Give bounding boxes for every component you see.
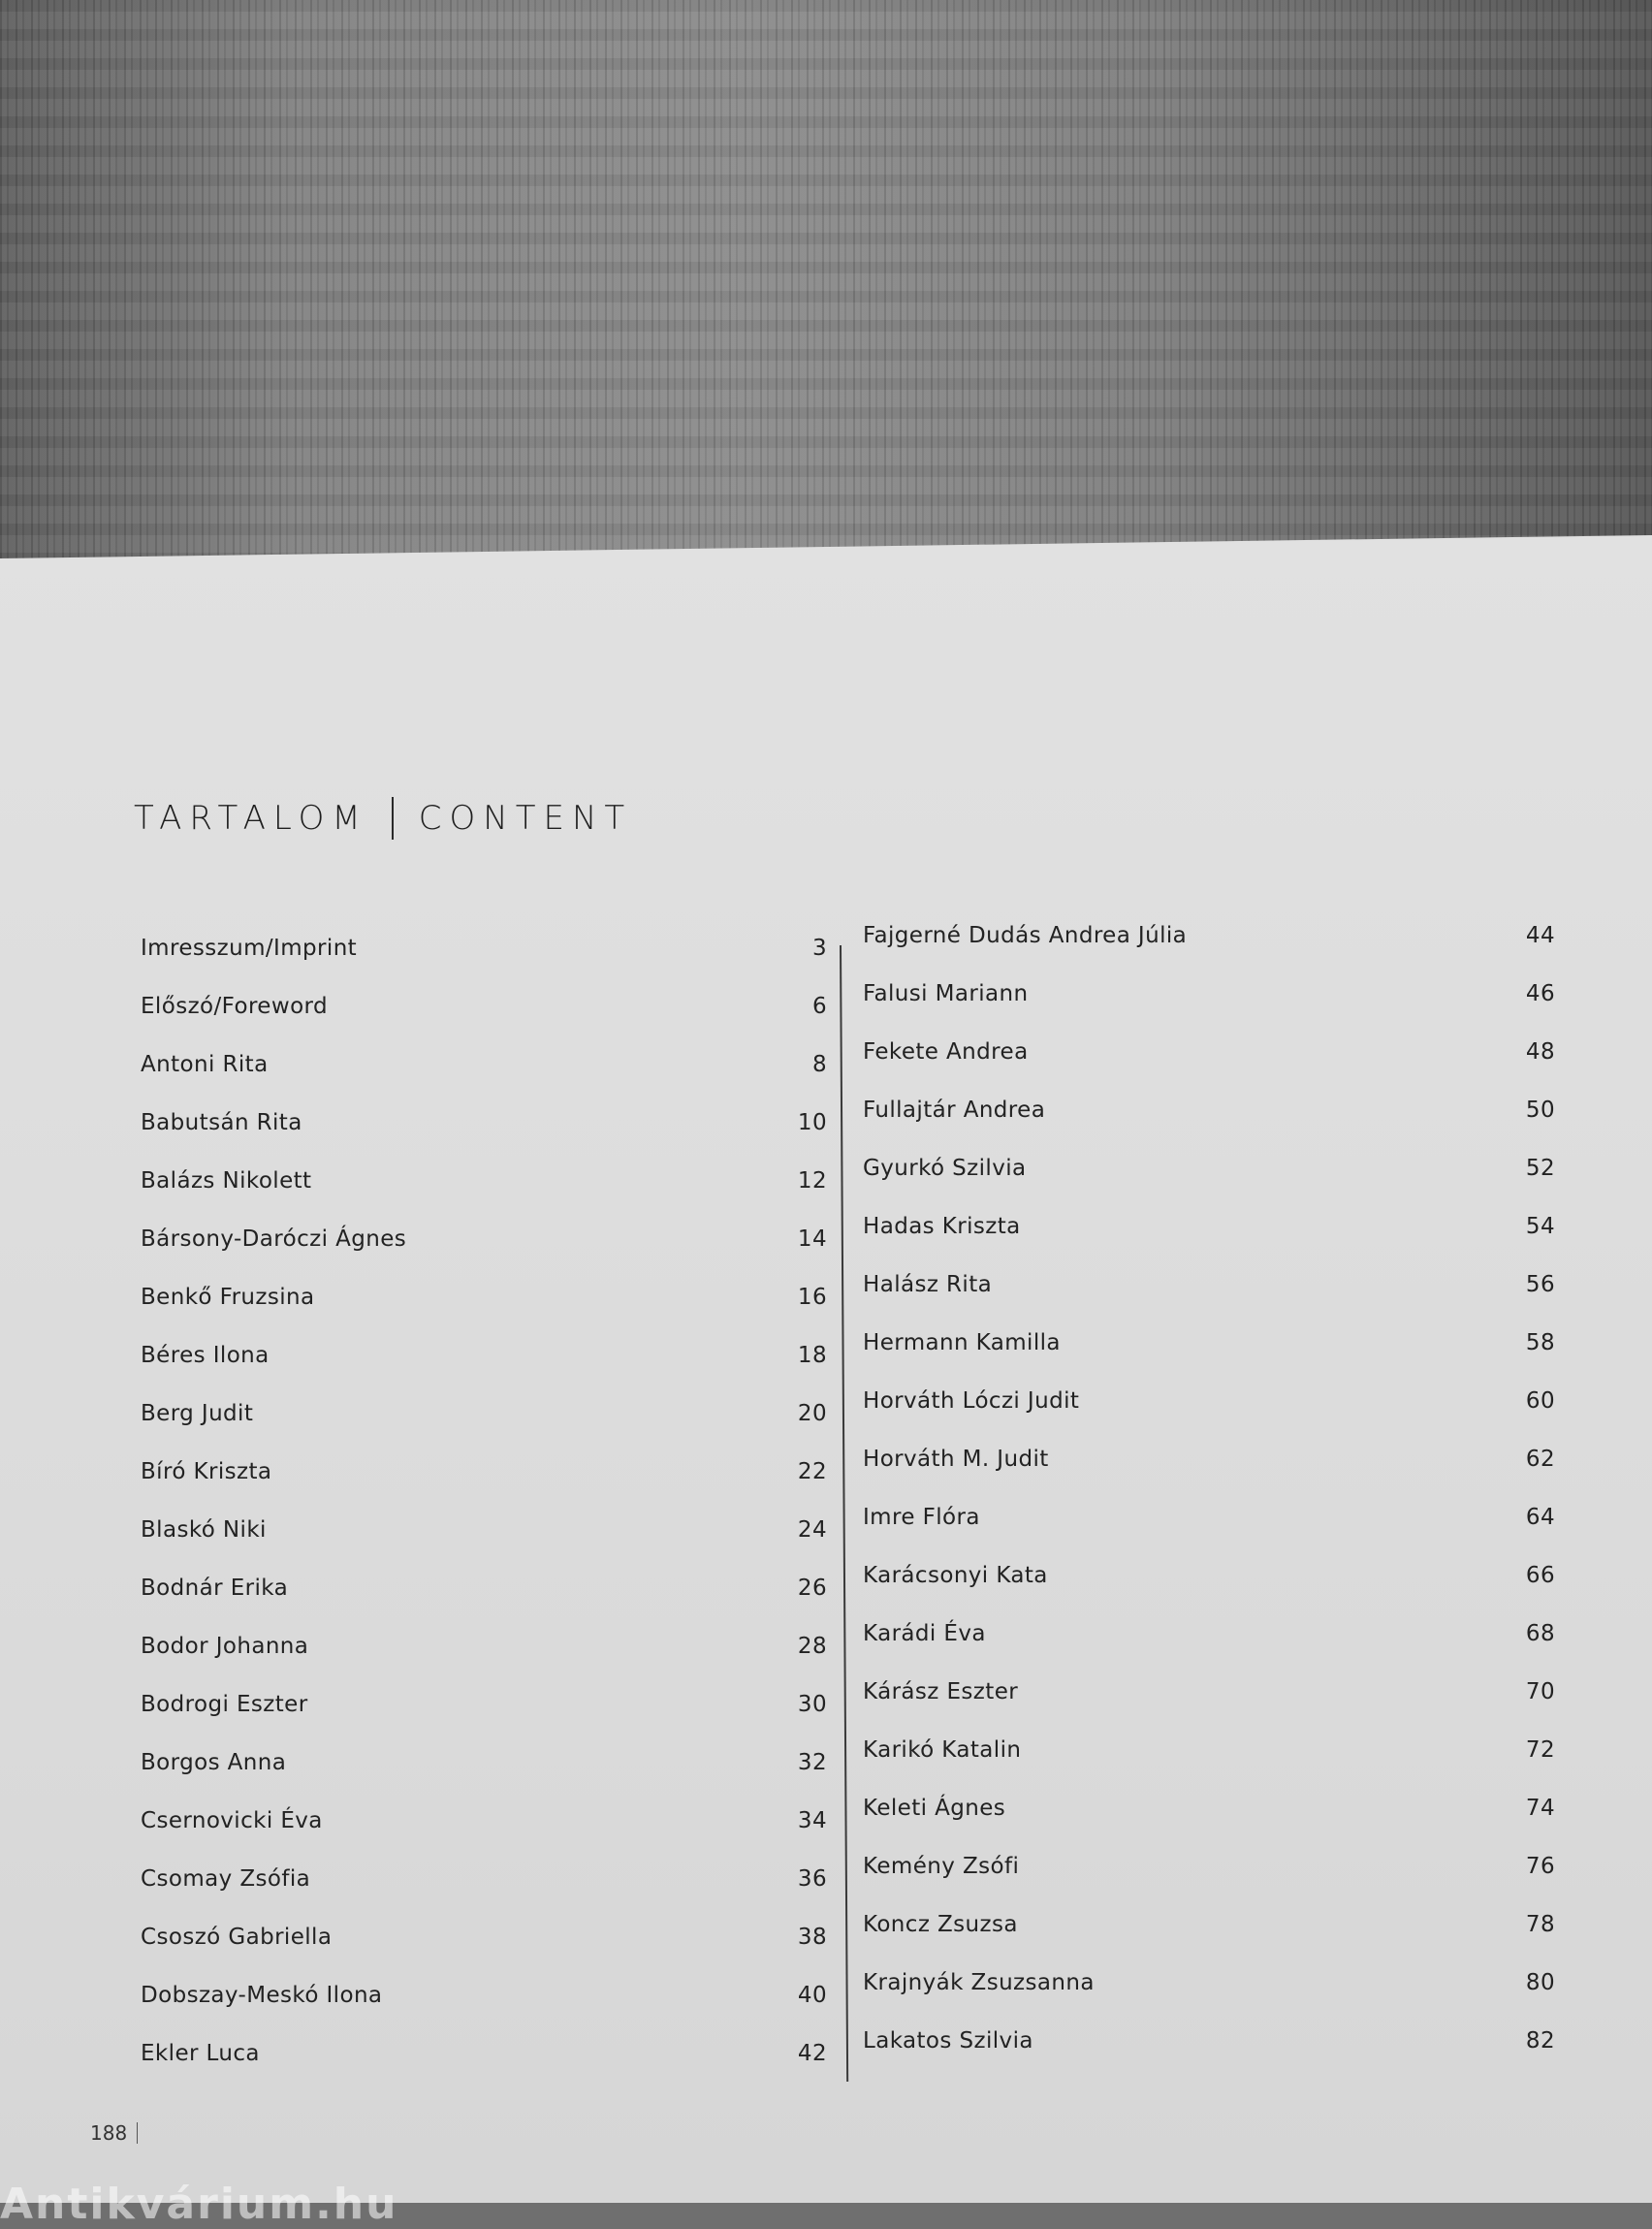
toc-entry-title: Karácsonyi Kata: [863, 1563, 1048, 1588]
toc-entry-page: 72: [1525, 1737, 1555, 1763]
toc-entry: [863, 1854, 1555, 1912]
toc-entry-title: Bíró Kriszta: [141, 1459, 272, 1484]
toc-entry-page: 60: [1525, 1388, 1555, 1414]
toc-entry-title: Horváth Lóczi Judit: [863, 1388, 1080, 1414]
toc-entry: [863, 1796, 1555, 1854]
toc-entry-page: 46: [1525, 981, 1555, 1006]
toc-entry: [863, 923, 1555, 981]
toc-entry-title: Horváth M. Judit: [863, 1447, 1049, 1472]
toc-entry-title: Előszó/Foreword: [141, 994, 328, 1019]
toc-entry: [863, 1272, 1555, 1330]
toc-entry-title: Bodnár Erika: [141, 1576, 289, 1601]
toc-entry-page: 8: [811, 1052, 827, 1077]
toc-entry-title: Dobszay-Meskó Ilona: [141, 1983, 383, 2008]
toc-entry-page: 52: [1525, 1156, 1555, 1181]
page-heading: [134, 797, 632, 840]
toc-entry-title: Lakatos Szilvia: [863, 2028, 1033, 2054]
toc-entry-page: 16: [797, 1285, 827, 1310]
toc-entry-page: 56: [1525, 1272, 1555, 1297]
toc-entry-page: 32: [797, 1750, 827, 1775]
heading-hungarian: TARTALOM: [134, 799, 368, 838]
toc-entry-title: Benkő Fruzsina: [141, 1285, 315, 1310]
toc-entry-page: 14: [797, 1226, 827, 1252]
toc-left-column: [141, 936, 827, 2099]
toc-entry-title: Gyurkó Szilvia: [863, 1156, 1027, 1181]
toc-entry-page: 76: [1525, 1854, 1555, 1879]
toc-entry: [141, 2041, 827, 2099]
toc-entry-page: 64: [1525, 1505, 1555, 1530]
toc-entry-title: Hermann Kamilla: [863, 1330, 1061, 1355]
toc-entry: [863, 1214, 1555, 1272]
toc-entry: [863, 2028, 1555, 2086]
toc-entry: [863, 1737, 1555, 1796]
toc-entry-page: 42: [797, 2041, 827, 2066]
toc-entry-title: Imresszum/Imprint: [141, 936, 358, 961]
toc-entry: [863, 1621, 1555, 1679]
toc-entry-title: Ekler Luca: [141, 2041, 260, 2066]
toc-entry-page: 22: [797, 1459, 827, 1484]
toc-entry-title: Csernovicki Éva: [141, 1808, 323, 1833]
toc-entry-page: 40: [797, 1983, 827, 2008]
toc-entry-page: 68: [1525, 1621, 1555, 1646]
page-footer: [90, 2121, 138, 2145]
toc-entry: [141, 1401, 827, 1459]
page-number: 188: [90, 2121, 128, 2145]
toc-entry-title: Hadas Kriszta: [863, 1214, 1021, 1239]
heading-english: CONTENT: [418, 799, 633, 838]
toc-entry-page: 70: [1525, 1679, 1555, 1704]
toc-entry-title: Krajnyák Zsuzsanna: [863, 1970, 1095, 1995]
toc-entry: [141, 1983, 827, 2041]
toc-entry: [141, 1866, 827, 1925]
toc-entry-page: 38: [797, 1925, 827, 1950]
toc-entry-title: Balázs Nikolett: [141, 1168, 312, 1194]
toc-entry-title: Béres Ilona: [141, 1343, 270, 1368]
watermark: Antikvárium.hu: [0, 2180, 398, 2229]
toc-entry: [141, 1808, 827, 1866]
toc-entry: [863, 1912, 1555, 1970]
toc-entry: [863, 1039, 1555, 1098]
toc-entry-title: Fullajtár Andrea: [863, 1098, 1046, 1123]
toc-entry: [863, 1330, 1555, 1388]
toc-entry-page: 80: [1525, 1970, 1555, 1995]
toc-entry-title: Imre Flóra: [863, 1505, 980, 1530]
toc-entry-title: Falusi Mariann: [863, 981, 1029, 1006]
toc-entry-title: Kárász Eszter: [863, 1679, 1019, 1704]
toc-entry: [141, 1285, 827, 1343]
toc-entry: [863, 1447, 1555, 1505]
toc-entry-page: 34: [797, 1808, 827, 1833]
toc-entry: [141, 936, 827, 994]
toc-entry-title: Karikó Katalin: [863, 1737, 1022, 1763]
toc-entry: [141, 1692, 827, 1750]
toc-entry-page: 26: [797, 1576, 827, 1601]
toc-entry-page: 18: [797, 1343, 827, 1368]
wood-table-background: [0, 0, 1652, 582]
toc-entry-title: Fekete Andrea: [863, 1039, 1029, 1065]
toc-entry: [141, 1634, 827, 1692]
toc-entry-title: Bodrogi Eszter: [141, 1692, 308, 1717]
toc-entry: [141, 1226, 827, 1285]
toc-entry: [863, 981, 1555, 1039]
toc-entry-page: 50: [1525, 1098, 1555, 1123]
toc-entry-title: Babutsán Rita: [141, 1110, 302, 1135]
toc-entry-page: 10: [797, 1110, 827, 1135]
toc-entry-title: Antoni Rita: [141, 1052, 269, 1077]
toc-entry-page: 78: [1525, 1912, 1555, 1937]
toc-entry-page: 20: [797, 1401, 827, 1426]
toc-entry-page: 74: [1525, 1796, 1555, 1821]
toc-entry: [141, 1343, 827, 1401]
toc-entry-page: 30: [797, 1692, 827, 1717]
toc-entry: [141, 1168, 827, 1226]
toc-entry: [863, 1563, 1555, 1621]
toc-entry-page: 82: [1525, 2028, 1555, 2054]
toc-entry-title: Fajgerné Dudás Andrea Júlia: [863, 923, 1188, 948]
toc-entry: [863, 1970, 1555, 2028]
toc-entry-page: 58: [1525, 1330, 1555, 1355]
toc-entry: [141, 1110, 827, 1168]
toc-right-column: [863, 923, 1555, 2086]
heading-separator: [392, 797, 394, 840]
toc-entry: [863, 1098, 1555, 1156]
toc-entry-title: Bársony-Daróczi Ágnes: [141, 1226, 407, 1252]
toc-entry-page: 62: [1525, 1447, 1555, 1472]
toc-entry-title: Kemény Zsófi: [863, 1854, 1020, 1879]
toc-entry-title: Berg Judit: [141, 1401, 254, 1426]
toc-entry: [863, 1505, 1555, 1563]
toc-entry-page: 36: [797, 1866, 827, 1892]
toc-entry: [141, 1576, 827, 1634]
toc-entry-title: Karádi Éva: [863, 1621, 986, 1646]
toc-entry-title: Bodor Johanna: [141, 1634, 309, 1659]
toc-entry: [141, 1052, 827, 1110]
toc-entry: [141, 994, 827, 1052]
toc-entry-title: Csoszó Gabriella: [141, 1925, 333, 1950]
toc-entry: [863, 1156, 1555, 1214]
toc-entry-title: Borgos Anna: [141, 1750, 287, 1775]
toc-entry-title: Koncz Zsuzsa: [863, 1912, 1018, 1937]
toc-entry: [141, 1459, 827, 1517]
toc-entry-page: 66: [1525, 1563, 1555, 1588]
toc-entry: [141, 1925, 827, 1983]
toc-entry-title: Halász Rita: [863, 1272, 993, 1297]
toc-entry: [863, 1388, 1555, 1447]
toc-entry: [141, 1750, 827, 1808]
toc-entry-page: 48: [1525, 1039, 1555, 1065]
toc-entry: [141, 1517, 827, 1576]
toc-entry: [863, 1679, 1555, 1737]
toc-entry-page: 54: [1525, 1214, 1555, 1239]
toc-entry-title: Keleti Ágnes: [863, 1796, 1006, 1821]
toc-entry-page: 12: [797, 1168, 827, 1194]
toc-entry-page: 3: [811, 936, 827, 961]
toc-entry-page: 44: [1525, 923, 1555, 948]
footer-separator: [137, 2122, 138, 2144]
toc-entry-page: 24: [797, 1517, 827, 1543]
toc-entry-title: Blaskó Niki: [141, 1517, 267, 1543]
toc-entry-page: 28: [797, 1634, 827, 1659]
toc-entry-page: 6: [811, 994, 827, 1019]
toc-entry-title: Csomay Zsófia: [141, 1866, 311, 1892]
